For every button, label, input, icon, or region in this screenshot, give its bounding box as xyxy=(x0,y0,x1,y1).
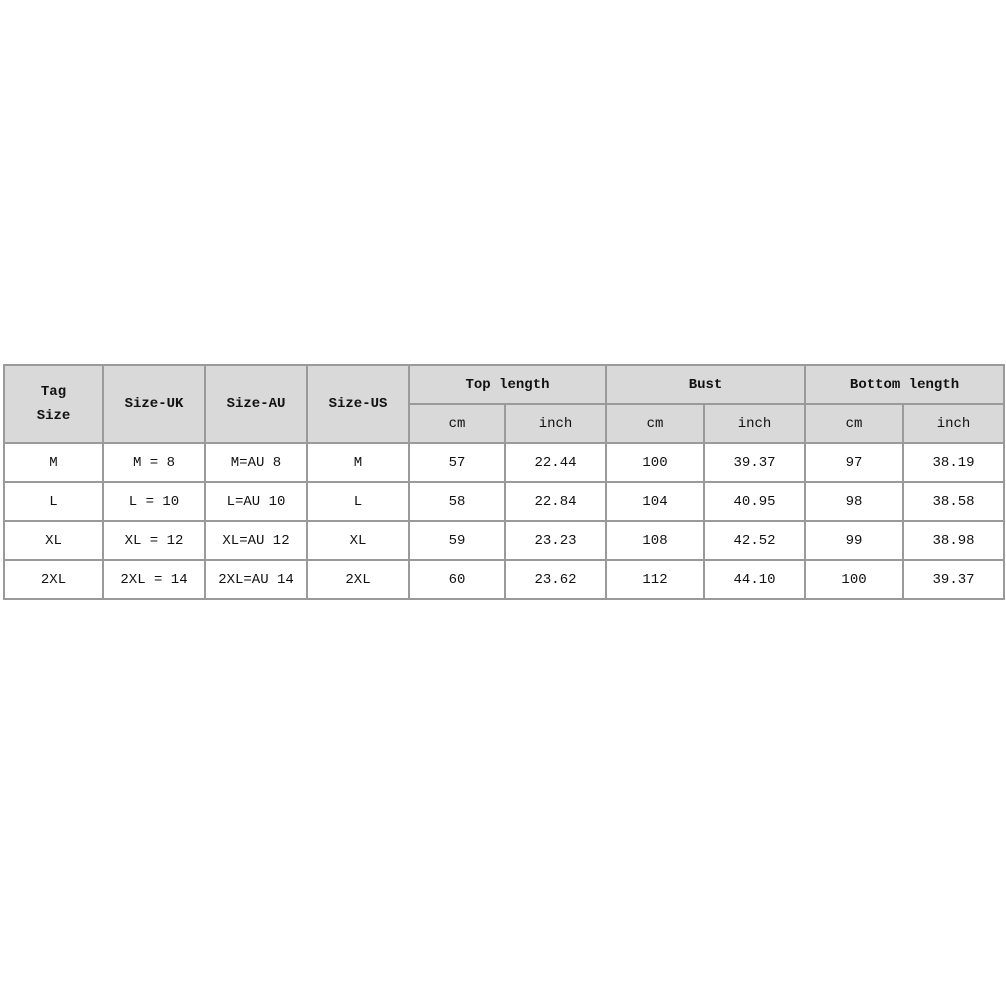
header-size-au: Size-AU xyxy=(205,365,307,443)
header-bust: Bust xyxy=(606,365,805,404)
header-bottom-cm: cm xyxy=(805,404,903,443)
table-row xyxy=(4,482,1004,521)
cell-size-au: XL=AU 12 xyxy=(205,521,307,560)
cell-top-inch: 22.44 xyxy=(505,443,606,482)
cell-top-inch: 23.23 xyxy=(505,521,606,560)
table-row xyxy=(4,443,1004,482)
header-top-inch: inch xyxy=(505,404,606,443)
cell-size-uk: 2XL = 14 xyxy=(103,560,205,599)
cell-bottom-inch: 38.19 xyxy=(903,443,1004,482)
cell-size-au: 2XL=AU 14 xyxy=(205,560,307,599)
cell-tag-size: L xyxy=(4,482,103,521)
header-bust-inch: inch xyxy=(704,404,805,443)
size-chart-table xyxy=(3,364,1005,600)
table-header xyxy=(4,365,1004,443)
header-bottom-inch: inch xyxy=(903,404,1004,443)
cell-top-cm: 58 xyxy=(409,482,505,521)
header-size-us: Size-US xyxy=(307,365,409,443)
cell-size-us: 2XL xyxy=(307,560,409,599)
cell-tag-size: M xyxy=(4,443,103,482)
cell-bust-cm: 112 xyxy=(606,560,704,599)
cell-bust-cm: 100 xyxy=(606,443,704,482)
cell-size-uk: L = 10 xyxy=(103,482,205,521)
cell-bottom-cm: 99 xyxy=(805,521,903,560)
header-tag-size-line1: Tag xyxy=(40,384,67,400)
cell-bust-inch: 40.95 xyxy=(704,482,805,521)
cell-size-au: L=AU 10 xyxy=(205,482,307,521)
cell-bottom-inch: 38.58 xyxy=(903,482,1004,521)
cell-size-uk: M = 8 xyxy=(103,443,205,482)
cell-size-us: L xyxy=(307,482,409,521)
cell-size-us: M xyxy=(307,443,409,482)
header-top-length: Top length xyxy=(409,365,606,404)
header-bottom-length: Bottom length xyxy=(805,365,1004,404)
cell-top-inch: 22.84 xyxy=(505,482,606,521)
header-top-cm: cm xyxy=(409,404,505,443)
cell-size-us: XL xyxy=(307,521,409,560)
cell-top-cm: 60 xyxy=(409,560,505,599)
cell-bust-inch: 39.37 xyxy=(704,443,805,482)
table-row xyxy=(4,521,1004,560)
header-bust-cm: cm xyxy=(606,404,704,443)
cell-top-inch: 23.62 xyxy=(505,560,606,599)
cell-tag-size: XL xyxy=(4,521,103,560)
cell-size-uk: XL = 12 xyxy=(103,521,205,560)
table-body xyxy=(4,443,1004,599)
header-size-uk: Size-UK xyxy=(103,365,205,443)
cell-bottom-inch: 39.37 xyxy=(903,560,1004,599)
cell-bust-inch: 42.52 xyxy=(704,521,805,560)
header-tag-size-line2: Size xyxy=(36,408,71,424)
cell-top-cm: 57 xyxy=(409,443,505,482)
cell-bottom-inch: 38.98 xyxy=(903,521,1004,560)
cell-top-cm: 59 xyxy=(409,521,505,560)
cell-bottom-cm: 100 xyxy=(805,560,903,599)
cell-size-au: M=AU 8 xyxy=(205,443,307,482)
header-row-main xyxy=(4,365,1004,404)
cell-bust-cm: 104 xyxy=(606,482,704,521)
header-tag-size xyxy=(4,365,103,443)
cell-bottom-cm: 98 xyxy=(805,482,903,521)
cell-bottom-cm: 97 xyxy=(805,443,903,482)
table-row xyxy=(4,560,1004,599)
cell-bust-cm: 108 xyxy=(606,521,704,560)
cell-bust-inch: 44.10 xyxy=(704,560,805,599)
cell-tag-size: 2XL xyxy=(4,560,103,599)
